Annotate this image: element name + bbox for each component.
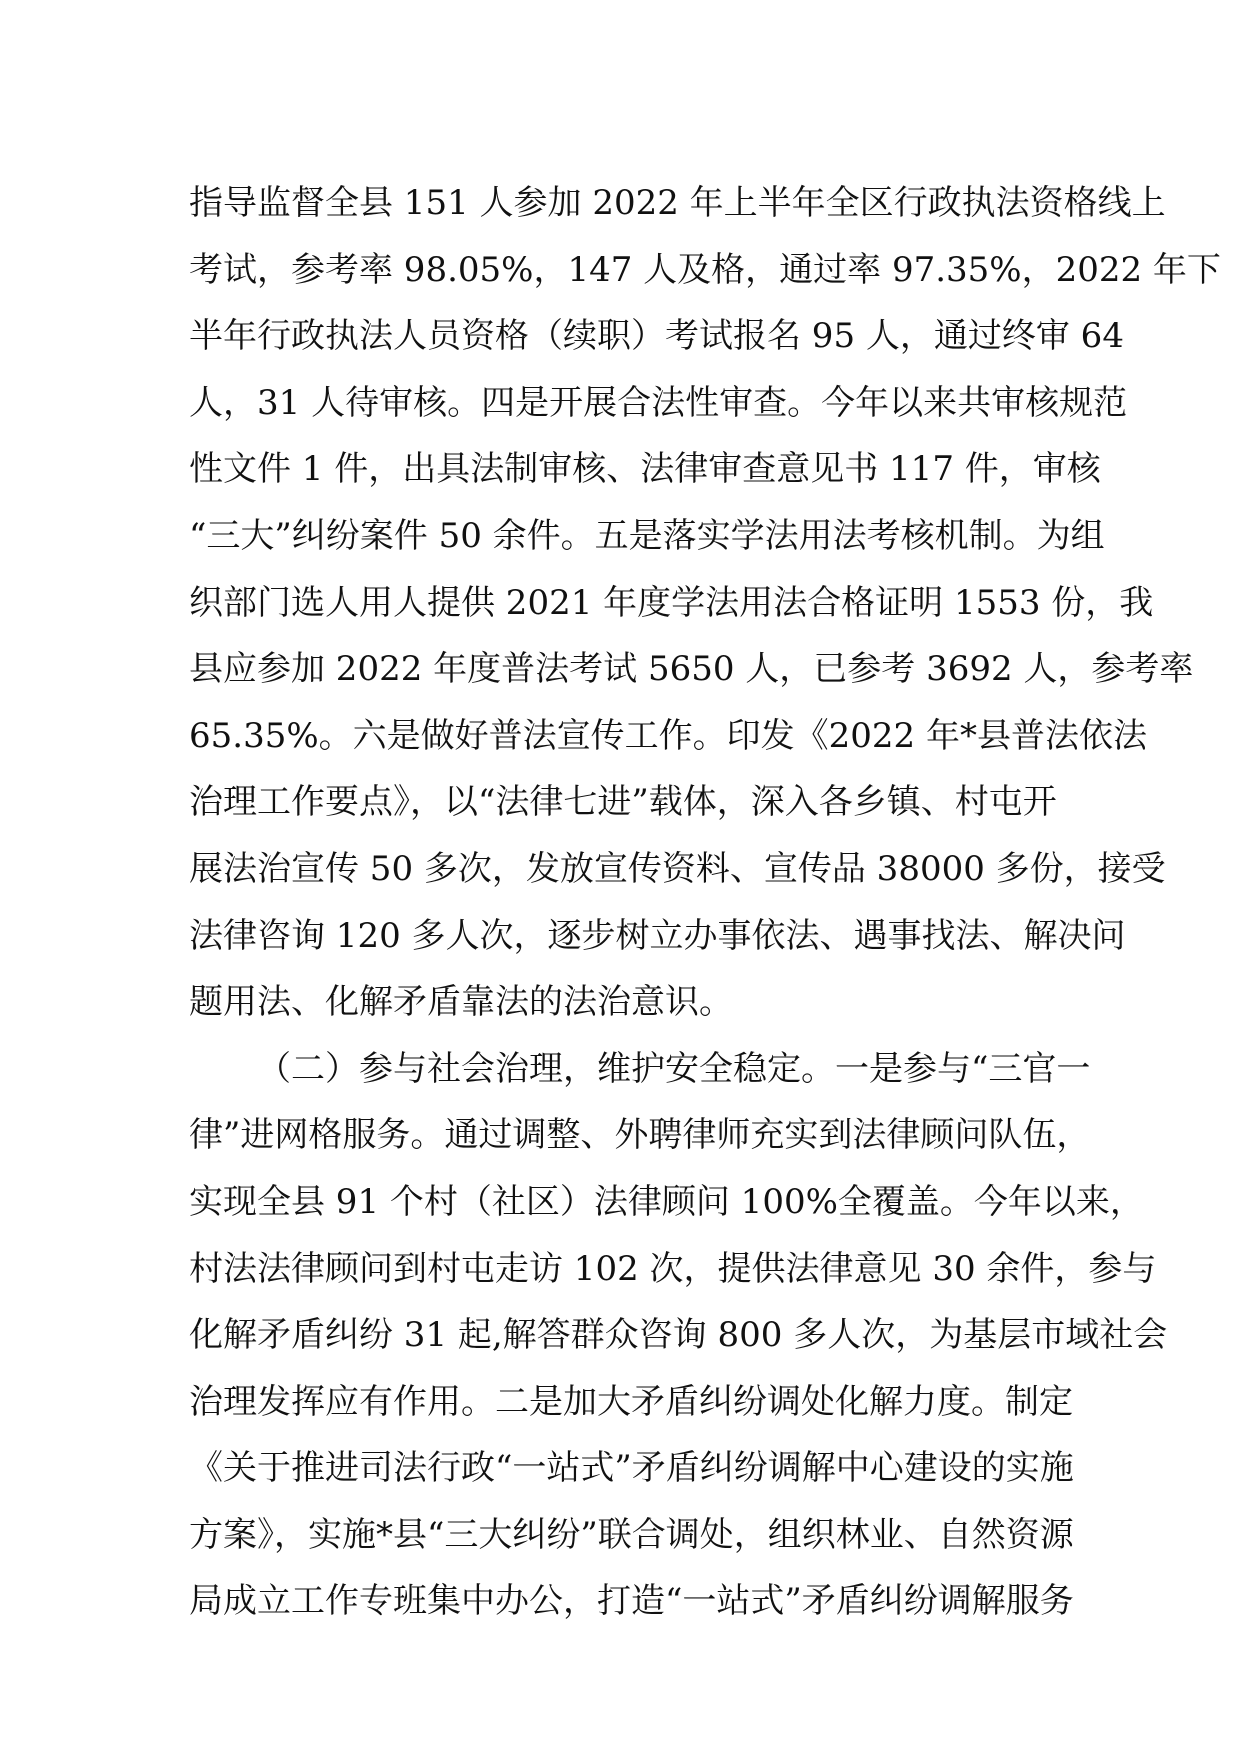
text-line: 律”进网格服务。通过调整、外聘律师充实到法律顾问队伍， (189, 1115, 1091, 1156)
text-line: 题用法、化解矛盾靠法的法治意识。 (189, 982, 733, 1023)
text-line: 局成立工作专班集中办公，打造“一站式”矛盾纠纷调解服务 (189, 1581, 1074, 1622)
section-heading-line: （二）参与社会治理，维护安全稳定。一是参与“三官一 (257, 1048, 1091, 1089)
text-line: 化解矛盾纠纷 31 起,解答群众咨询 800 多人次，为基层市域社会 (189, 1315, 1168, 1356)
text-line: 考试，参考率 98.05%，147 人及格，通过率 97.35%，2022 年下 (189, 249, 1221, 290)
text-line: 展法治宣传 50 多次，发放宣传资料、宣传品 38000 多份，接受 (189, 848, 1166, 889)
text-line: 实现全县 91 个村（社区）法律顾问 100%全覆盖。今年以来， (189, 1181, 1144, 1222)
text-line: 治理发挥应有作用。二是加大矛盾纠纷调处化解力度。制定 (189, 1381, 1073, 1422)
text-line: 治理工作要点》，以“法律七进”载体，深入各乡镇、村屯开 (189, 782, 1057, 823)
text-line: 织部门选人用人提供 2021 年度学法用法合格证明 1553 份，我 (189, 582, 1154, 623)
text-line: 65.35%。六是做好普法宣传工作。印发《2022 年*县普法依法 (189, 715, 1147, 756)
text-line: 法律咨询 120 多人次，逐步树立办事依法、遇事找法、解决问 (189, 915, 1126, 956)
text-line: 人，31 人待审核。四是开展合法性审查。今年以来共审核规范 (189, 382, 1128, 423)
text-line: 《关于推进司法行政“一站式”矛盾纠纷调解中心建设的实施 (189, 1448, 1074, 1489)
text-line: 方案》，实施*县“三大纠纷”联合调处，组织林业、自然资源 (189, 1514, 1074, 1555)
text-line: 村法法律顾问到村屯走访 102 次，提供法律意见 30 余件，参与 (189, 1248, 1157, 1289)
text-line: 性文件 1 件，出具法制审核、法律审查意见书 117 件，审核 (189, 449, 1101, 490)
text-line: 县应参加 2022 年度普法考试 5650 人，已参考 3692 人，参考率 (189, 649, 1194, 690)
text-line: 指导监督全县 151 人参加 2022 年上半年全区行政执法资格线上 (189, 183, 1166, 223)
text-line: 半年行政执法人员资格（续职）考试报名 95 人，通过终审 64 (189, 316, 1124, 357)
text-line: “三大”纠纷案件 50 余件。五是落实学法用法考核机制。为组 (189, 515, 1105, 556)
body-text (189, 170, 1221, 1635)
